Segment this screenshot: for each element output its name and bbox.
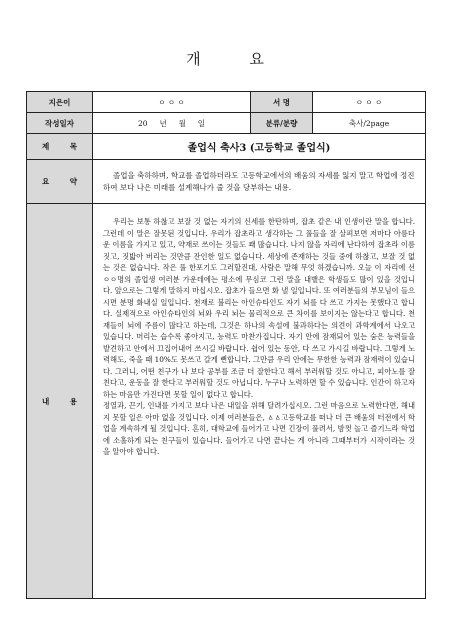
content-label: 내 용: [27, 204, 93, 599]
content-cell: [93, 204, 426, 599]
summary-text: 졸업을 축하하며, 학교를 졸업하더라도 고등학교에서의 배움의 자세를 잃지 말고 학업에 정진하여 보다 나은 미래를 설계해나가 줄 것을 당부하는 내용.: [103, 170, 415, 192]
subject-label: 제 목: [27, 134, 93, 160]
author-row: [27, 92, 426, 113]
summary-label: 요 약: [27, 160, 93, 204]
supervisor-label: 서 명: [251, 92, 313, 113]
date-label: 작성일자: [27, 113, 93, 134]
subject-value: 졸업식 축사3 (고등학교 졸업식): [93, 134, 426, 160]
subject-row: [27, 134, 426, 160]
author-value: ㅇ ㅇ ㅇ: [93, 92, 251, 113]
date-value: 20 년 월 일: [93, 113, 251, 134]
overview-table: [26, 91, 426, 599]
supervisor-value: ㅇ ㅇ ㅇ: [313, 92, 426, 113]
content-row: [27, 204, 426, 599]
category-label: 분류/분량: [251, 113, 313, 134]
summary-cell: [93, 160, 426, 204]
author-label: 지은이: [27, 92, 93, 113]
content-paragraph: 우리는 보통 하찮고 보잘 것 없는 자기의 신세를 한탄하며, 잡초 같은 내 인생이란 말을 합니다. 그런데 이 말은 잘못된 것입니다. 우리가 잡초라고 생각하는 그 풀들을 잘 살펴보면 저마다 아름다운 이름을 가지고 있고, 약재로 쓰이는 것들도 꽤 많습니다. 나지 않을 자리에 난다하여 잡초라 이름 짓고, 짓밟아 버리는 것만큼 잔인한 일도 없습니다. 세상에 존재하는 것들 중에 하찮고, 보잘 것 없는 것은 없습니다. 작은 풀 한포기도 그러할진대, 사람은 말해 무엇 하겠습니까. 오늘 이 자리에 선 ㅇㅇ명의 졸업생 여러분 가운데에는 평소에 무심코 그런 말을 내뱉은 학생들도 많이 있을 것입니다. 앞으로는 그렇게 말하지 마십시오. 잡초가 들으면 화 낼 일입니다. 또 여러분들의 부모님이 들으시면 분명 화내실 일입니다. 천재로 불리는 아인슈타인도 자기 뇌를 다 쓰고 가지는 못했다고 합니다. 실제적으로 아인슈타인의 뇌와 우리 뇌는 물리적으로 큰 차이를 보이지는 않는다고 합니다. 천재들이 뇌에 주름이 많다고 하는데, 그것은 하나의 속설에 불과하다는 의견이 과학계에서 나오고 있습니다. 머리는 습수록 좋아지고, 능력도 마찬가집니다. 자기 안에 잠재되어 있는 숨은 능력들을 발견하고 안에서 끄집어내어 쓰시길 바랍니다. 쉽어 있는 동안, 다 쓰고 가시길 바랍니다. 그렇게 노력해도, 죽을 때 10%도 못쓰고 갈게 뻔합니다. 그만큼 우리 안에는 무한한 능력과 잠재력이 있습니다. 그러니, 어떤 친구가 나 보다 공부를 조금 더 잘한다고 해서 부러워할 것도 아니고, 피아노를 잘 친다고, 운동을 잘 한다고 부러워할 것도 아닙니다. 누구나 노력하면 할 수 있습니다. 인간이 하고자 하는 마음만 가진다면 못할 일이 없다고 합니다.: [103, 217, 416, 399]
content-paragraph: 정열과, 끈기, 인내를 가지고 보다 나은 내일을 위해 달려가십시오. 그런 마음으로 노력한다면, 해내지 못할 일은 아마 없을 것입니다. 이제 여러분들은, ㅿㅿ고등학교를 떠나 더 큰 배움의 터전에서 학업을 계속하게 될 것입니다. 흔히, 대학교에 들어가고 나면 긴장이 풀려서, 밤껏 놀고 즐기느라 학업에 소홀하게 되는 친구들이 있습니다. 들어가고 나면 끝나는 게 아니라 그때부터가 시작이라는 것을 알아야 합니다.: [103, 401, 416, 456]
page-title: 개 요: [186, 50, 286, 68]
date-row: [27, 113, 426, 134]
category-value: 축사/2page: [313, 113, 426, 134]
summary-row: [27, 160, 426, 204]
